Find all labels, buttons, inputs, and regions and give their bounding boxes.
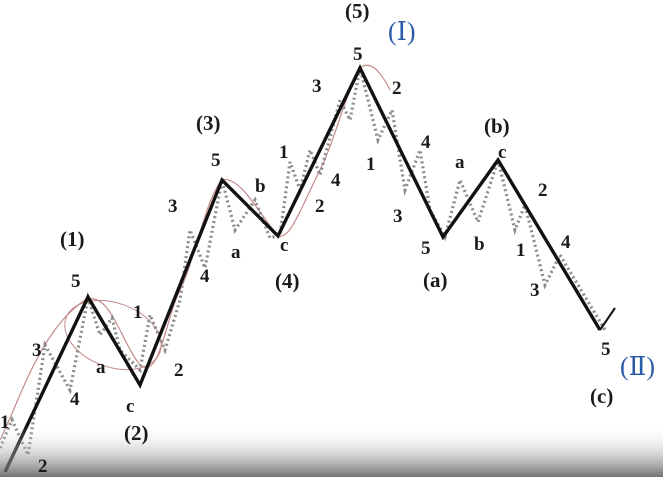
wave-b-label: (b) [484, 114, 510, 138]
sub-label: 4 [70, 389, 80, 410]
sub-label: 2 [38, 456, 48, 477]
sub-label: a [231, 242, 241, 263]
bottom-shadow [0, 425, 663, 477]
sub-label: 4 [421, 132, 431, 153]
sub-label: 5 [353, 44, 363, 65]
sub-label: b [474, 234, 485, 255]
sub-label: 3 [168, 196, 178, 217]
sub-label: 3 [530, 280, 540, 301]
wave2-label: (2) [124, 421, 149, 445]
sub-label: 5 [211, 150, 221, 171]
wave3-label: (3) [196, 111, 221, 135]
sub-label: 5 [601, 339, 611, 360]
sub-label: 4 [561, 232, 571, 253]
sub-label: a [455, 152, 465, 173]
sub-label: 5 [71, 271, 81, 292]
sub-label: c [280, 235, 289, 256]
sub-label: a [96, 357, 106, 378]
sub-label: 2 [174, 360, 184, 381]
sub-label: 3 [32, 340, 42, 361]
sub-label: 1 [0, 412, 10, 433]
wave-a-label: (a) [423, 268, 448, 292]
sub-label: c [498, 142, 507, 163]
sub-wave-path [0, 68, 605, 455]
sub-label: 1 [366, 154, 376, 175]
trend-curve [0, 65, 390, 440]
sub-label: c [126, 396, 135, 417]
sub-label: 4 [200, 266, 210, 287]
main-wave-path [5, 68, 600, 472]
sub-label: 4 [331, 170, 341, 191]
sub-label: 3 [312, 76, 322, 97]
wave-c-label: (c) [590, 384, 614, 408]
wave2-highlight-ellipse [55, 288, 171, 382]
sub-label: 2 [538, 180, 548, 201]
sub-label: 3 [393, 206, 403, 227]
sub-label: b [255, 176, 266, 197]
wave1-label: (1) [60, 227, 85, 251]
wave5-label: (5) [345, 0, 370, 23]
main-wave-tail [600, 308, 615, 330]
sub-label: 1 [133, 302, 143, 323]
sub-label: 2 [315, 196, 325, 217]
sub-label: 5 [421, 238, 431, 259]
degree-label-correction: (Ⅱ) [620, 352, 655, 381]
sub-label: 1 [516, 240, 526, 261]
degree-label-impulse: (Ⅰ) [388, 17, 416, 46]
sub-label: 2 [392, 78, 402, 99]
wave4-label: (4) [275, 269, 300, 293]
sub-label: 1 [279, 142, 289, 163]
